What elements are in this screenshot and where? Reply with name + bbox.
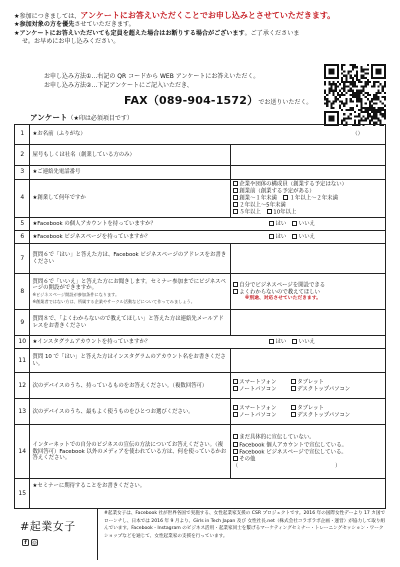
notice-line-3	[14, 30, 386, 38]
option-checkbox[interactable]: Facebook 個人アカウントで宣伝している。	[233, 442, 377, 449]
notice-line-1	[14, 12, 386, 21]
logo: #起業女子	[20, 520, 76, 533]
row-number: 13	[15, 399, 30, 425]
option-checkbox[interactable]: デスクトップパソコン	[291, 386, 351, 393]
question-insta-name: 質問 10 で「はい」と答えた方はインスタグラムのアカウント名をお書きください。	[30, 349, 230, 373]
row-number: 11	[15, 349, 30, 373]
notice-text: 参加につきましては、	[19, 13, 81, 20]
option-checkbox[interactable]: いいえ	[292, 221, 315, 227]
survey-row-15	[15, 479, 386, 509]
fax-label: FAX（	[124, 94, 160, 107]
question-phone: ★ご連絡先電話番号	[30, 166, 230, 180]
answer-phone[interactable]	[230, 166, 385, 180]
survey-title: アンケート	[30, 113, 68, 122]
apply-method-2: お申し込み方法②…下記アンケートにご記入いただき、	[44, 82, 193, 90]
option-checkbox[interactable]: １年以上～２年未満	[283, 195, 338, 202]
question-devices-owned: 次のデバイスのうち、持っているものをお答えください。（複数回答可）	[30, 373, 230, 399]
row-number: 12	[15, 373, 30, 399]
question-fb-account: ★Facebook の個人アカウントを持っていますか？ はい いいえ	[30, 218, 386, 231]
survey-row-11	[15, 349, 386, 373]
survey-row-6	[15, 231, 386, 244]
fax-line	[124, 92, 312, 108]
option-checkbox[interactable]: スマートフォン	[233, 379, 285, 386]
option-checkbox[interactable]: タブレット	[291, 405, 324, 412]
row-number: 4	[15, 180, 30, 218]
fax-close: ）	[247, 94, 259, 107]
survey-row-2	[15, 145, 386, 166]
option-checkbox[interactable]: 創業～１年未満	[233, 195, 277, 202]
option-checkbox[interactable]: いいえ	[292, 339, 315, 345]
option-checkbox[interactable]: まだ具体的に宣伝していない。	[233, 434, 377, 441]
option-checkbox[interactable]: Facebook ビジネスページで宣伝している。	[233, 449, 377, 456]
option-checkbox[interactable]: タブレット	[291, 379, 324, 386]
notice-bold: ★参加対象の方を優先	[14, 21, 75, 29]
footer-description: #起業女子は、Facebook 社が世界各国で実施する、女性起業家支援の CSR プロジェクトです。2016 年の国際女性デーより 17 カ国でローンチし、日本では 2016 年 9 月より、Girls in Tech Japan 及び 女性社長.net（株式会社コラボラボ企画・運営）が協力して取り組んでいます。Facebook・Instagram のビジネス活用・起業家同士を繋げるマーケティングセミナー・トレーニングセッション・ワークショップなどを通じて、女性起業家の支援を行っています。	[104, 511, 386, 539]
row-number: 8	[15, 274, 30, 310]
survey-table	[14, 124, 386, 509]
answer-fb-address[interactable]	[230, 244, 385, 274]
row-number: 6	[15, 231, 30, 244]
option-checkbox[interactable]: 創業前（創業する予定がある）	[233, 188, 315, 195]
answer-open-page	[230, 274, 385, 310]
facebook-icon[interactable]: f	[22, 539, 29, 546]
option-checkbox[interactable]: 企業や団体の構成員（創業する予定はない）	[233, 181, 347, 188]
answer-years	[230, 180, 385, 218]
footer	[14, 508, 386, 560]
logo-box	[14, 508, 98, 560]
row-number: 3	[15, 166, 30, 180]
apply-method-1: お申し込み方法①…右記の QR コードから WEB アンケートにお答えいただく。	[44, 73, 260, 80]
option-checkbox[interactable]: ５年以上	[233, 209, 261, 216]
row-number: 1	[15, 125, 30, 145]
row-number: 9	[15, 310, 30, 336]
row-number: 7	[15, 244, 30, 274]
question-years: ★創業して何年ですか	[30, 180, 230, 218]
survey-row-12	[15, 373, 386, 399]
survey-row-9	[15, 310, 386, 336]
warning-text: ※別途、対応させていただきます。	[244, 295, 321, 301]
answer-name[interactable]	[230, 125, 385, 145]
option-checkbox[interactable]: ノートパソコン	[233, 386, 285, 393]
row-number: 15	[15, 479, 30, 509]
survey-row-10	[15, 336, 386, 349]
fax-number: 089-904-1572	[159, 94, 248, 107]
apply-methods	[44, 72, 259, 90]
survey-heading	[30, 112, 133, 123]
answer-promotion	[230, 425, 385, 479]
row-number: 5	[15, 218, 30, 231]
question-email: 質問８で、「よくわからないので教えてほしい」と答えた方は連絡先メールアドレスをお書きください	[30, 310, 230, 336]
answer-devices-owned	[230, 373, 385, 399]
instagram-icon[interactable]: ◎	[32, 540, 37, 546]
paren-close: ）	[357, 131, 363, 138]
question-promotion: インターネットでの自分のビジネスの宣伝の方法についてお答えください。（複数回答可）Facebook 以外のメディアを使われている方は、何を使っているかお答えください。	[30, 425, 230, 479]
question-expectation[interactable]: ★セミナーに期待することをお書きください。	[30, 479, 386, 509]
qr-code-icon[interactable]	[324, 64, 386, 126]
notice-text: させていただきます。	[74, 21, 135, 29]
option-checkbox[interactable]: いいえ	[292, 234, 315, 240]
question-fb-address: 質問６で「はい」と答えた方は、Facebook ビジネスページのアドレスをお書きください	[30, 244, 230, 274]
option-checkbox[interactable]: スマートフォン	[233, 405, 285, 412]
option-checkbox[interactable]: ノートパソコン	[233, 412, 285, 419]
paren-open: （	[352, 131, 358, 138]
option-checkbox[interactable]: その他	[233, 456, 377, 463]
question-open-page: 質問６で「いいえ」と答えた方にお聞きします。セミナー参加までにビジネスページの開設ができますか。 ※ビジネスページ開設が参加条件になります。 ※創業者ではない方は、所属する企業やサークル活動などについて作ってみましょう。	[30, 274, 230, 310]
survey-row-14	[15, 425, 386, 479]
question-device-most: 次のデバイスのうち、最もよく使うものをひとつお選びください。	[30, 399, 230, 425]
option-checkbox[interactable]: よくわからないので教えてほしい	[233, 289, 377, 296]
survey-row-7	[15, 244, 386, 274]
option-checkbox[interactable]: はい	[269, 221, 286, 227]
answer-insta-name[interactable]	[230, 349, 385, 373]
survey-row-4	[15, 180, 386, 218]
star-mark: ★	[14, 13, 20, 20]
notice-line-2	[14, 21, 386, 29]
survey-row-5	[15, 218, 386, 231]
answer-device-most	[230, 399, 385, 425]
notice-line-4: せ。お早めにお申し込みください。	[22, 38, 120, 46]
row-number: 10	[15, 336, 30, 349]
notice-block	[14, 12, 386, 47]
answer-company[interactable]	[230, 145, 385, 166]
question-company: 屋号もしくは社名（創業している方のみ）	[30, 145, 230, 166]
survey-row-13	[15, 399, 386, 425]
other-paren[interactable]: （ ）	[232, 462, 341, 469]
survey-row-8	[15, 274, 386, 310]
option-checkbox[interactable]: はい	[269, 339, 286, 345]
survey-note: （★印は必須項目です）	[67, 115, 133, 122]
notice-bold: ★アンケートにお答えいただいても定員を超えた場合はお断りする場合がございます	[14, 29, 245, 37]
survey-row-1	[15, 125, 386, 145]
question-instagram: ★インスタグラムアカウントを持っていますか？ はい いいえ	[30, 336, 386, 349]
row-number: 2	[15, 145, 30, 166]
option-checkbox[interactable]: 10年以上	[267, 209, 297, 216]
answer-email[interactable]	[230, 310, 385, 336]
option-checkbox[interactable]: はい	[269, 234, 286, 240]
social-icons	[22, 538, 40, 546]
row-number: 14	[15, 425, 30, 479]
question-fb-page: ★Facebook ビジネスページを持っていますか？ はい いいえ	[30, 231, 386, 244]
option-checkbox[interactable]: 自分でビジネスページを開設できる	[233, 282, 377, 289]
notice-emphasis: アンケートにお答えいただくことでお申し込みとさせていただきます。	[80, 11, 336, 20]
fax-suffix: でお送りいただく。	[258, 99, 313, 106]
notice-text: 。ご了承くださいま	[244, 29, 300, 37]
option-checkbox[interactable]: デスクトップパソコン	[291, 412, 351, 419]
survey-row-3	[15, 166, 386, 180]
question-name: ★お名前（ふりがな）	[30, 125, 230, 145]
option-checkbox[interactable]: ２年以上～5年未満	[233, 202, 286, 209]
